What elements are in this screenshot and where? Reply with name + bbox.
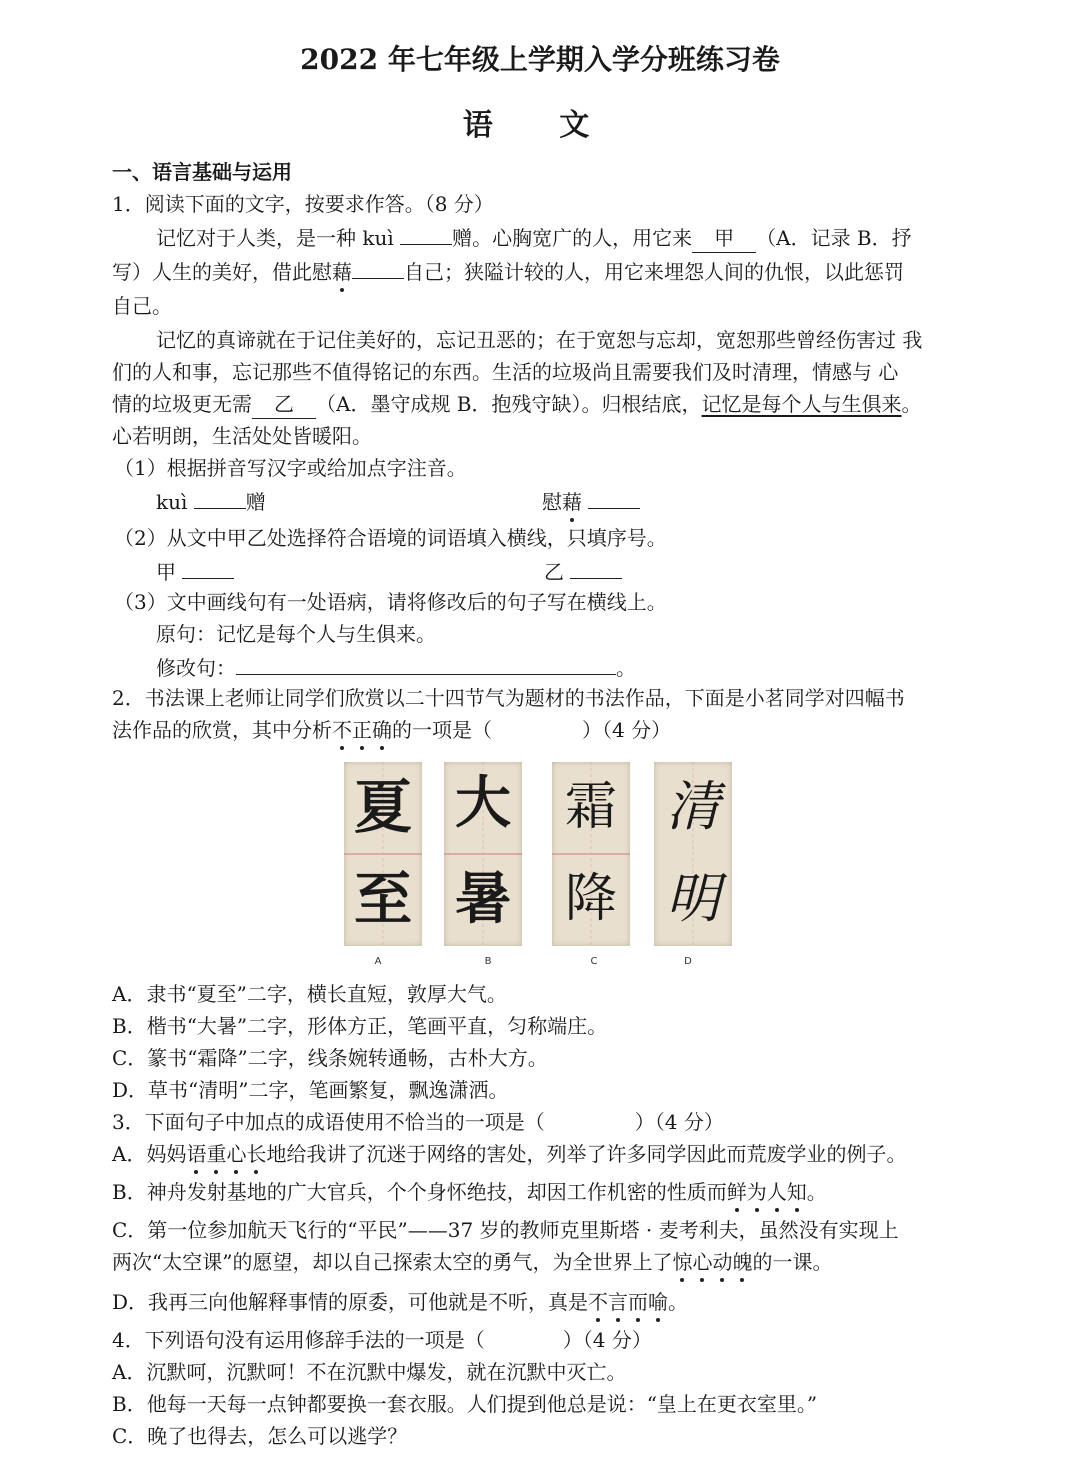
answer-kui[interactable] [194, 486, 246, 509]
dotted-char: 动 [712, 1250, 733, 1274]
answer-jie[interactable] [588, 486, 640, 509]
underlined-sentence: 记忆是每个人与生俱来 [701, 392, 902, 416]
calligraphy-d-bottom: 明 [666, 867, 720, 930]
text: 。 [616, 656, 636, 680]
text: B．神舟发射基地的广大官兵，个个身怀绝技，却因工作机密的性质而 [112, 1180, 727, 1204]
q3-option-b[interactable] [112, 1178, 970, 1206]
answer-yi[interactable] [570, 556, 622, 579]
q2-stem-line2 [112, 716, 970, 744]
text: （A．墨守成规 B．抱残守缺）。归根结底， [316, 392, 702, 416]
dotted-char: 心 [226, 1142, 247, 1166]
q4-option-b[interactable]: B．他每一天每一点钟都要换一套衣服。人们提到他总是说：“皇上在更衣室里。” [112, 1392, 818, 1416]
text: （A．记录 B．抒 [756, 226, 912, 250]
calligraphy-c-top: 霜 [564, 777, 617, 837]
calligraphy-d [654, 762, 732, 946]
blank-wei[interactable] [352, 256, 404, 279]
text: 修改句： [156, 656, 236, 680]
text: D．我再三向他解释事情的原委，可他就是不听，真是 [112, 1290, 589, 1314]
q2-stem-line1: 2．书法课上老师让同学们欣赏以二十四节气为题材的书法作品，下面是小茗同学对四幅书 [112, 686, 905, 710]
calligraphy-b-bottom: 暑 [455, 866, 511, 932]
q2-option-a[interactable]: A．隶书“夏至”二字，横长直短，敦厚大气。 [112, 982, 507, 1006]
calligraphy-c [552, 762, 630, 946]
q3-option-c-line1[interactable]: C．第一位参加航天飞行的“平民”——37 岁的教师克里斯塔 · 麦考利夫，虽然没有实现上 [112, 1218, 899, 1242]
calligraphy-a-bottom: 至 [353, 865, 412, 933]
calligraphy-a-top: 夏 [353, 773, 412, 841]
dotted-char: 心 [692, 1250, 713, 1274]
dotted-char: 确 [372, 718, 392, 742]
q1-para1-line3: 自己。 [112, 294, 172, 318]
dotted-char: 语 [186, 1142, 207, 1166]
dotted-char: 重 [206, 1142, 227, 1166]
q3-option-c-line2[interactable] [112, 1248, 970, 1276]
text: 。 [806, 1180, 827, 1204]
text: 记忆对于人类，是一种 kuì [156, 226, 394, 250]
q1-para2-line4: 心若明朗，生活处处皆暖阳。 [112, 424, 372, 448]
q1-stem: 1．阅读下面的文字，按要求作答。（8 分） [112, 192, 494, 216]
text: 自己；狭隘计较的人，用它来埋怨人间的仇恨，以此惩罚 [404, 260, 904, 284]
q3-option-d[interactable] [112, 1288, 970, 1316]
q4-option-c[interactable]: C．晚了也得去，怎么可以逃学？ [112, 1424, 408, 1448]
dotted-char: 人 [766, 1180, 787, 1204]
text: A．妈妈 [112, 1142, 187, 1166]
text: 3．下面句子中加点的成语使用不恰当的一项是（ [112, 1110, 545, 1134]
dotted-char: 为 [746, 1180, 767, 1204]
answer-revision[interactable] [236, 652, 616, 675]
calligraphy-c-bottom: 降 [564, 869, 617, 929]
text: 。 [668, 1290, 689, 1314]
exam-title: 2022 年七年级上学期入学分班练习卷 [300, 43, 780, 76]
q1-para1-line2 [112, 256, 970, 286]
q1-sub1: （1）根据拼音写汉字或给加点字注音。 [114, 456, 467, 480]
text: 甲 [156, 560, 176, 584]
calligraphy-label-b: B [484, 956, 492, 967]
dotted-char: 惊 [672, 1250, 693, 1274]
text: 的一课。 [752, 1250, 833, 1274]
text: kuì [156, 490, 188, 514]
dotted-char: 正 [352, 718, 372, 742]
blank-yi[interactable]: 乙 [252, 390, 316, 419]
dotted-char: 言 [608, 1290, 629, 1314]
text: ）（4 分） [634, 1110, 724, 1134]
text: 赠 [245, 490, 266, 514]
text: ）（4 分） [582, 718, 672, 742]
blank-jia[interactable]: 甲 [692, 224, 756, 253]
dotted-char: 长 [246, 1142, 267, 1166]
dotted-char: 不 [332, 718, 352, 742]
dotted-char: 喻 [648, 1290, 669, 1314]
text: 。 [901, 392, 922, 416]
calligraphy-d-top: 清 [666, 775, 720, 838]
text: 4．下列语句没有运用修辞手法的一项是（ [112, 1328, 485, 1352]
text: 写）人生的美好，借此慰 [112, 260, 332, 284]
dotted-char: 魄 [732, 1250, 753, 1274]
text: 地给我讲了沉迷于网络的害处，列举了许多同学因此而荒废学业的例子。 [266, 1142, 907, 1166]
q2-option-d[interactable]: D．草书“清明”二字，笔画繁复，飘逸潇洒。 [112, 1078, 509, 1102]
blank-kui[interactable] [400, 222, 452, 245]
calligraphy-label-c: C [590, 956, 598, 967]
text: 赠。心胸宽广的人，用它来 [452, 226, 693, 250]
text: 乙 [544, 560, 564, 584]
dotted-char: 而 [628, 1290, 649, 1314]
q3-option-a[interactable] [112, 1140, 970, 1168]
q1-sub3-revision [156, 652, 970, 682]
answer-jia[interactable] [182, 556, 234, 579]
q1-para2-line2: 们的人和事，忘记那些不值得铭记的东西。生活的垃圾尚且需要我们及时清理，情感与 心 [112, 360, 899, 384]
text: 两次“太空课”的愿望，却以自己探索太空的勇气，为全世界上了 [112, 1250, 673, 1274]
section-heading: 一、语言基础与运用 [112, 160, 292, 184]
text: 情的垃圾更无需 [112, 392, 252, 416]
text: 的一项是（ [392, 718, 492, 742]
text: ）（4 分） [562, 1328, 652, 1352]
text: 法作品的欣赏，其中分析 [112, 718, 332, 742]
q4-option-a[interactable]: A．沉默呵，沉默呵！不在沉默中爆发，就在沉默中灭亡。 [112, 1360, 627, 1384]
calligraphy-a [344, 762, 422, 946]
calligraphy-b-top: 大 [455, 770, 511, 836]
q1-para2-line3 [112, 390, 970, 419]
calligraphy-b [444, 762, 522, 946]
calligraphy-figure [344, 762, 734, 972]
q1-para1-line1 [112, 222, 970, 253]
q4-stem [112, 1326, 970, 1354]
dotted-char: 鲜 [726, 1180, 747, 1204]
dotted-char: 不 [588, 1290, 609, 1314]
q1-para2-line1: 记忆的真谛就在于记住美好的，忘记丑恶的；在于宽恕与忘却，宽恕那些曾经伤害过 我 [156, 328, 923, 352]
q1-sub2: （2）从文中甲乙处选择符合语境的词语填入横线，只填序号。 [114, 526, 667, 550]
q2-option-c[interactable]: C．篆书“霜降”二字，线条婉转通畅，古朴大方。 [112, 1046, 548, 1070]
calligraphy-label-d: D [684, 956, 692, 967]
dotted-char: 知 [786, 1180, 807, 1204]
calligraphy-label-a: A [374, 956, 382, 967]
q3-stem [112, 1108, 970, 1136]
subject-title: 语 文 [462, 108, 618, 143]
q1-sub3-original: 原句：记忆是每个人与生俱来。 [156, 622, 436, 646]
dotted-char: 藉 [562, 490, 582, 514]
q1-sub3: （3）文中画线句有一处语病，请将修改后的句子写在横线上。 [114, 590, 667, 614]
dotted-char: 藉 [332, 260, 352, 284]
q2-option-b[interactable]: B．楷书“大暑”二字，形体方正，笔画平直，匀称端庄。 [112, 1014, 608, 1038]
text: 慰 [542, 490, 562, 514]
